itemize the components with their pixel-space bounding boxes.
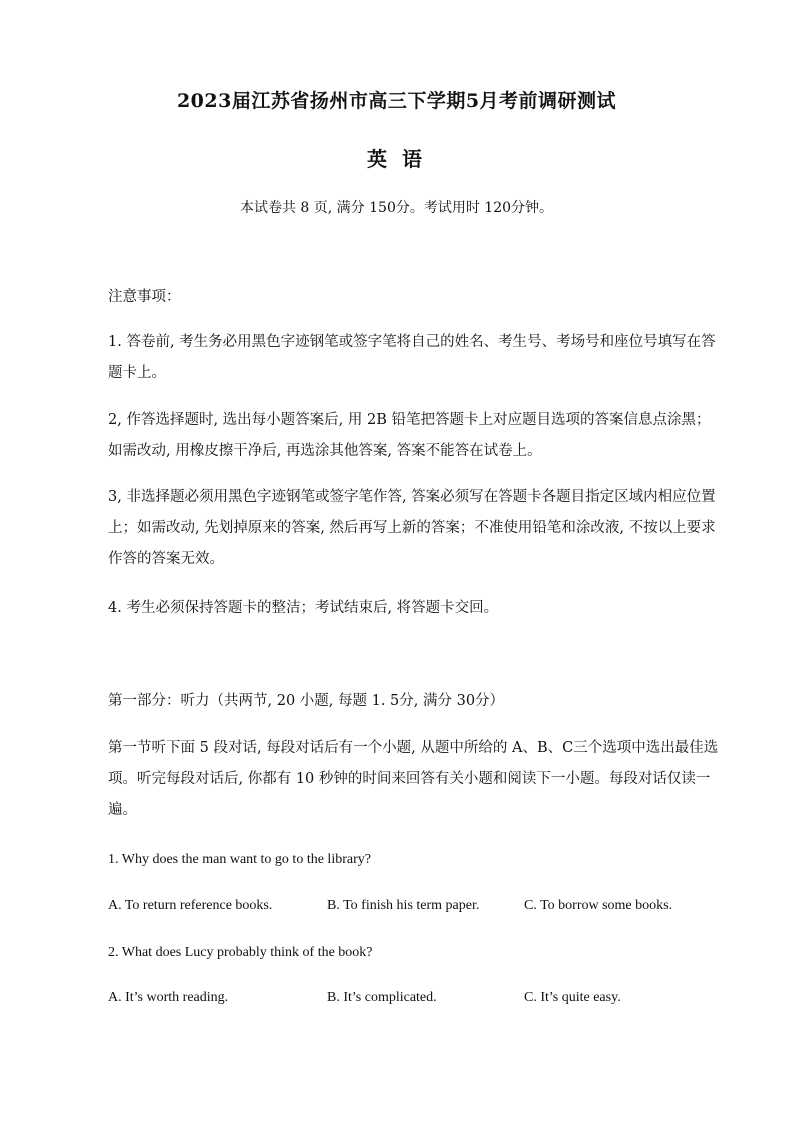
- question-1-option-c: C. To borrow some books.: [524, 898, 673, 913]
- question-1-stem: 1. Why does the man want to go to the library?: [108, 852, 371, 867]
- exam-meta: 本试卷共 8 页, 满分 150分。考试用时 120分钟。: [239, 200, 554, 216]
- question-2-option-a: A. It’s worth reading.: [108, 990, 229, 1005]
- exam-title: 2023届江苏省扬州市高三下学期5月考前调研测试: [176, 90, 617, 112]
- notice-item-3: 3, 非选择题必须用黑色字迹钢笔或签字笔作答, 答案必须写在答题卡各题目指定区域内相应位置上；如需改动, 先划掉原来的答案, 然后再写上新的答案；不准使用铅笔和涂改液, 不按以上要求作答的答案无效。: [108, 489, 716, 567]
- notice-item-4: 4. 考生必须保持答题卡的整洁；考试结束后, 将答题卡交回。: [108, 600, 499, 616]
- question-2-option-b: B. It’s complicated.: [327, 990, 437, 1005]
- question-2-stem: 2. What does Lucy probably think of the book?: [108, 945, 373, 960]
- question-1-option-a: A. To return reference books.: [108, 898, 273, 913]
- subject-title: 英 语: [367, 147, 426, 171]
- part1-heading: 第一部分：听力（共两节, 20 小题, 每题 1. 5分, 满分 30分）: [108, 693, 505, 709]
- question-1-option-b: B. To finish his term paper.: [327, 898, 480, 913]
- section1-intro: 第一节听下面 5 段对话, 每段对话后有一个小题, 从题中所给的 A、B、C三个选项中选出最佳选项。听完每段对话后, 你都有 10 秒钟的时间来回答有关小题和阅读下一小题。每段对话仅读一遍。: [108, 740, 719, 818]
- notice-heading: 注意事项：: [108, 289, 181, 305]
- question-2-option-c: C. It’s quite easy.: [524, 990, 621, 1005]
- notice-item-1: 1. 答卷前, 考生务必用黑色字迹钢笔或签字笔将自己的姓名、考生号、考场号和座位号填写在答题卡上。: [108, 334, 716, 381]
- notice-item-2: 2, 作答选择题时, 选出每小题答案后, 用 2B 铅笔把答题卡上对应题目选项的答案信息点涂黑；如需改动, 用橡皮擦干净后, 再选涂其他答案, 答案不能答在试卷上。: [108, 412, 711, 459]
